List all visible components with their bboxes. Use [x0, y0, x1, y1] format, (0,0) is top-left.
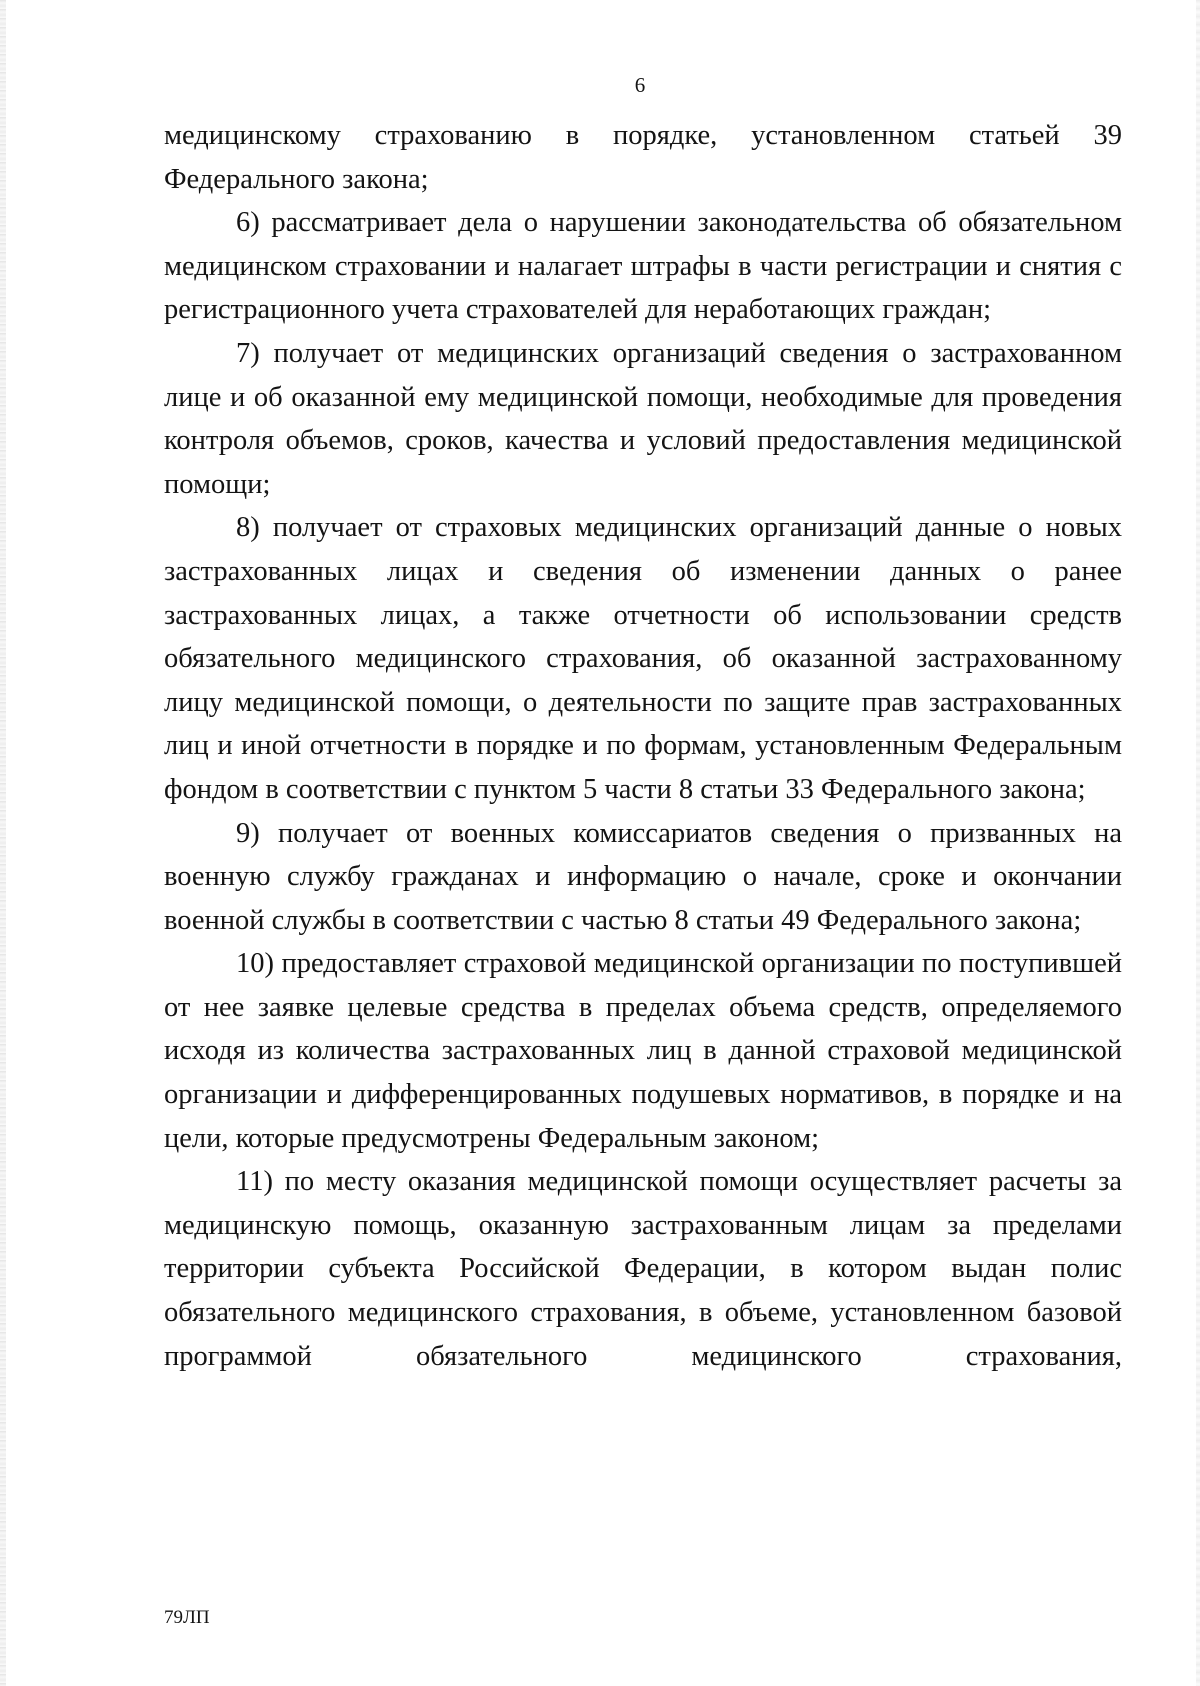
- paragraph-item-6: 6) рассматривает дела о нарушении законодательства об обязательном медицинском страховании и налагает штрафы в части регистрации и снятия с регистрационного учета страхователей для неработающих граждан;: [164, 207, 1122, 326]
- page-number: 6: [634, 73, 646, 97]
- document-body: [164, 114, 1122, 1378]
- paragraph-item-10: 10) предоставляет страховой медицинской организации по поступившей от нее заявке целевые средства в пределах объема средств, определяемого исходя из количества застрахованных лиц в данной страховой медицинской организации и дифференцированных подушевых нормативов, в порядке и на цели, которые предусмотрены Федеральным законом;: [164, 948, 1122, 1154]
- paragraph-item-7: 7) получает от медицинских организаций сведения о застрахованном лице и об оказанной ему медицинской помощи, необходимые для проведения контроля объемов, сроков, качества и условий предоставления медицинской помощи;: [164, 337, 1122, 500]
- paragraph-continuation: медицинскому страхованию в порядке, установленном статьей 39 Федерального закона;: [164, 120, 1122, 195]
- scan-edge-right: [1196, 0, 1200, 1686]
- paragraph-item-8: 8) получает от страховых медицинских организаций данные о новых застрахованных лицах и сведения об изменении данных о ранее застрахованных лицах, а также отчетности об использовании средств обязательного медицинского страхования, об оказанной застрахованному лицу медицинской помощи, о деятельности по защите прав застрахованных лиц и иной отчетности в порядке и по формам, установленным Федеральным фондом в соответствии с пунктом 5 части 8 статьи 33 Федерального закона;: [164, 512, 1122, 805]
- paragraph-item-11: 11) по месту оказания медицинской помощи осуществляет расчеты за медицинскую помощь, оказанную застрахованным лицам за пределами территории субъекта Российской Федерации, в котором выдан полис обязательного медицинского страхования, в объеме, установленном базовой программой обязательного медицинского страхования,: [164, 1166, 1122, 1372]
- scan-edge-left: [0, 0, 6, 1686]
- document-code: 79ЛП: [164, 1607, 210, 1628]
- paragraph-item-9: 9) получает от военных комиссариатов сведения о призванных на военную службу гражданах и информацию о начале, сроке и окончании военной службы в соответствии с частью 8 статьи 49 Федерального закона;: [164, 817, 1122, 936]
